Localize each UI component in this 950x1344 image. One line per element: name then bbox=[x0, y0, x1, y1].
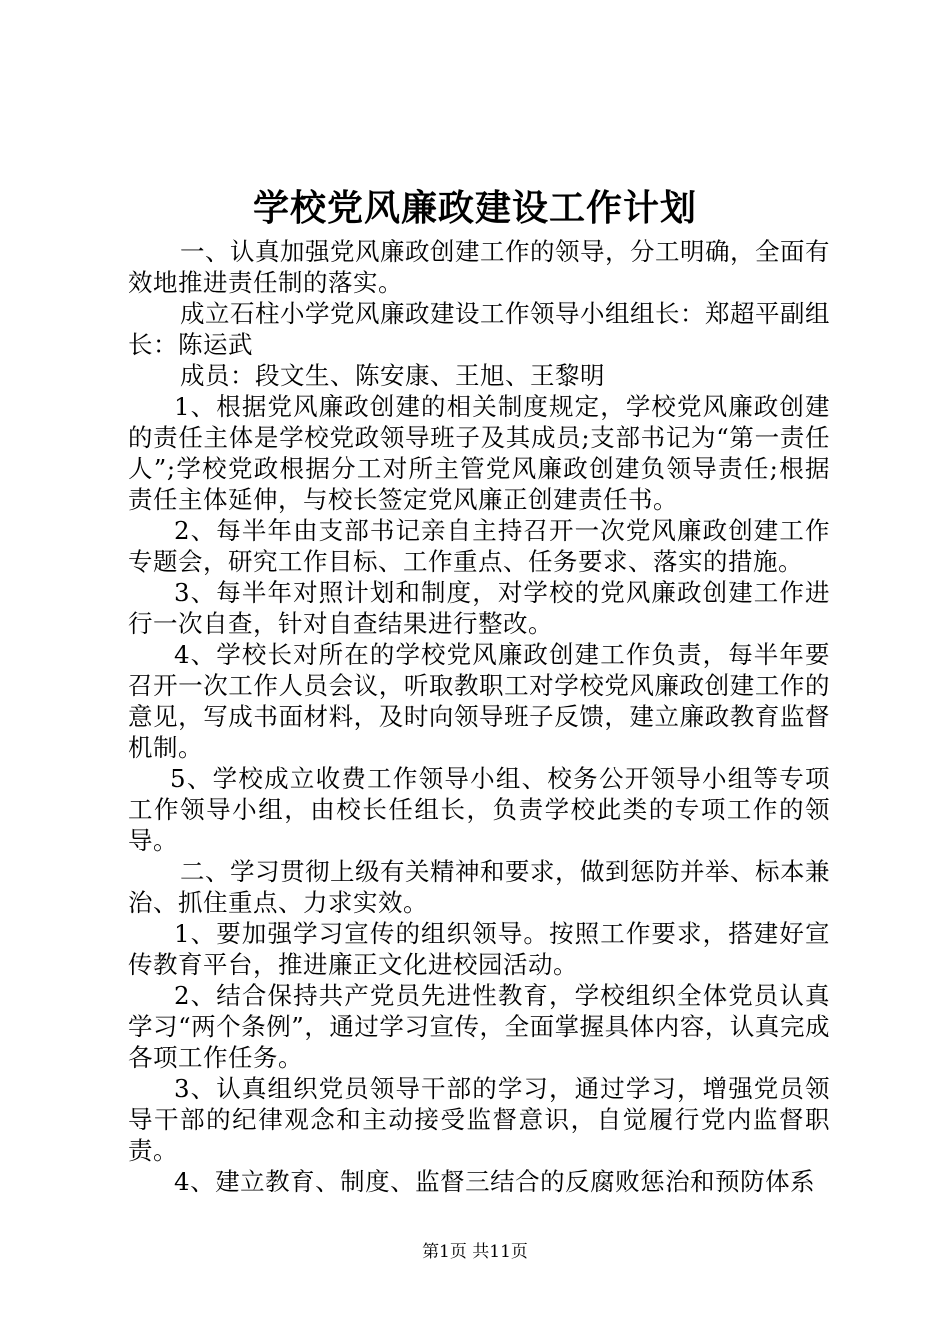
paragraph-item-1-3: 3、每半年对照计划和制度，对学校的党风廉政创建工作进行一次自查，针对自查结果进行整改。 bbox=[128, 578, 830, 638]
paragraph-item-2-1: 1、要加强学习宣传的组织领导。按照工作要求，搭建好宣传教育平台，推进廉正文化进校园活动。 bbox=[128, 919, 830, 979]
document-body bbox=[128, 236, 830, 1197]
paragraph-item-2-3: 3、认真组织党员领导干部的学习，通过学习，增强党员领导干部的纪律观念和主动接受监督意识，自觉履行党内监督职责。 bbox=[128, 1074, 830, 1165]
paragraph-members: 成员：段文生、陈安康、王旭、王黎明 bbox=[180, 361, 605, 390]
paragraph-item-2-4: 4、建立教育、制度、监督三结合的反腐败惩治和预防体系 bbox=[174, 1167, 816, 1196]
paragraph-item-1-4: 4、学校长对所在的学校党风廉政创建工作负责，每半年要召开一次工作人员会议，听取教职工对学校党风廉政创建工作的意见，写成书面材料，及时向领导班子反馈，建立廉政教育监督机制。 bbox=[128, 640, 830, 762]
paragraph-item-2-2: 2、结合保持共产党员先进性教育，学校组织全体党员认真学习“两个条例”，通过学习宣传，全面掌握具体内容，认真完成各项工作任务。 bbox=[128, 981, 830, 1072]
document-title: 学校党风廉政建设工作计划 bbox=[252, 187, 697, 229]
paragraph-section-1-heading: 一、认真加强党风廉政创建工作的领导，分工明确，全面有效地推进责任制的落实。 bbox=[128, 237, 830, 297]
paragraph-item-1-5: 5、学校成立收费工作领导小组、校务公开领导小组等专项工作领导小组，由校长任组长，负责学校此类的专项工作的领导。 bbox=[128, 764, 830, 855]
paragraph-item-1-1: 1、根据党风廉政创建的相关制度规定，学校党风廉政创建的责任主体是学校党政领导班子及其成员;支部书记为“第一责任人”;学校党政根据分工对所主管党风廉政创建负领导责任;根据责任主体延伸，与校长签定党风廉正创建责任书。 bbox=[128, 392, 830, 514]
page-number-footer: 第1页 共11页 bbox=[422, 1242, 528, 1262]
paragraph-leadership-group: 成立石柱小学党风廉政建设工作领导小组组长：郑超平副组长：陈运武 bbox=[128, 299, 830, 359]
paragraph-item-1-2: 2、每半年由支部书记亲自主持召开一次党风廉政创建工作专题会，研究工作目标、工作重点、任务要求、落实的措施。 bbox=[128, 516, 830, 576]
paragraph-section-2-heading: 二、学习贯彻上级有关精神和要求，做到惩防并举、标本兼治、抓住重点、力求实效。 bbox=[128, 857, 830, 917]
